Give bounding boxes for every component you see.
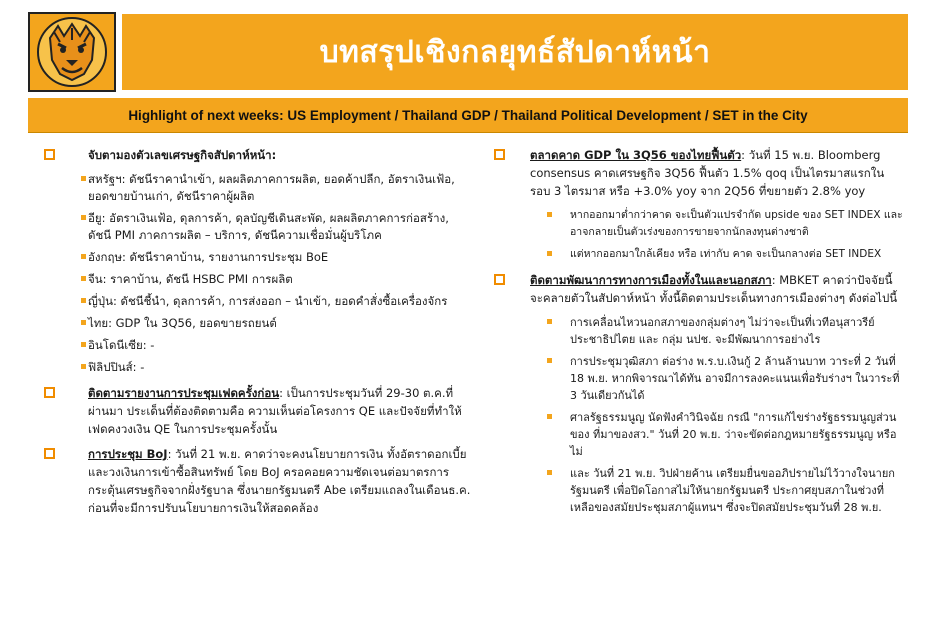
list-item-text: อียู: อัตราเงินเฟ้อ, ดุลการค้า, ดุลบัญชีเดินสะพัด, ผลผลิตภาคการก่อสร้าง, ดัชนี PMI ภาคการผลิต – บริการ, ดัชนีความเชื่อมั่นผู้บริโภค — [88, 211, 449, 242]
square-bullet-icon — [547, 251, 552, 256]
list-item — [492, 409, 904, 460]
section-heading: จับตามองตัวเลขเศรษฐกิจสัปดาห์หน้า: — [88, 148, 277, 162]
list-item — [40, 337, 472, 354]
section-heading: ติดตามพัฒนาการทางการเมืองทั้งในและนอกสภา — [530, 273, 772, 287]
list-item-text: อินโดนีเซีย: - — [88, 338, 155, 352]
section-text: : MBKET คาดว่าปัจจัยนี้จะคลายตัวในสัปดาห์หน้า ทั้งนี้ติดตามประเด็นทางการเมืองต่างๆ ดังต่อไปนี้ — [530, 273, 898, 305]
section-text: : เป็นการประชุมวันที่ 29-30 ต.ค.ที่ผ่านมา ประเด็นที่ต้องติดตามคือ ความเห็นต่อโครงการ QE และปัจจัยที่ทำให้เฟดคงวงเงิน QE ในการประชุมครั้งนั้น — [88, 386, 462, 436]
highlight-banner — [28, 98, 908, 133]
tiger-head-logo — [36, 16, 108, 88]
section-politics — [492, 271, 904, 307]
list-item — [40, 249, 472, 266]
list-item — [40, 171, 472, 205]
checkbox-bullet-icon — [44, 149, 55, 160]
section-fed-minutes — [40, 384, 472, 438]
list-item — [492, 465, 904, 516]
list-item-text: อังกฤษ: ดัชนีราคาบ้าน, รายงานการประชุม BoE — [88, 250, 329, 264]
square-bullet-icon — [81, 215, 86, 220]
section-boj-meeting — [40, 445, 472, 517]
list-item-text: ไทย: GDP ใน 3Q56, ยอดขายรถยนต์ — [88, 316, 277, 330]
square-bullet-icon — [81, 176, 86, 181]
square-bullet-icon — [81, 254, 86, 259]
list-item-text: ฟิลิปปินส์: - — [88, 360, 145, 374]
list-item — [492, 353, 904, 404]
list-item — [40, 271, 472, 288]
list-item — [492, 207, 904, 241]
checkbox-bullet-icon — [494, 274, 505, 285]
list-item — [492, 314, 904, 348]
right-column — [492, 146, 904, 521]
list-item-text: การเคลื่อนไหวนอกสภาของกลุ่มต่างๆ ไม่ว่าจะเป็นที่เวทีอนุสาวรีย์ประชาธิปไตย และ กลุ่ม นปช. จะมีพัฒนาการอย่างไร — [570, 316, 875, 346]
list-item-text: จีน: ราคาบ้าน, ดัชนี HSBC PMI การผลิต — [88, 272, 293, 286]
square-bullet-icon — [547, 319, 552, 324]
section-heading: การประชุม BoJ — [88, 447, 168, 461]
list-item — [492, 246, 904, 263]
list-item — [40, 293, 472, 310]
section-economic-data — [40, 146, 472, 164]
list-item-text: ศาลรัฐธรรมนูญ นัดฟังคำวินิจฉัย กรณี "การแก้ไขร่างรัฐธรรมนูญส่วนของ ที่มาของสว." วันที่ 20 พ.ย. ว่าจะขัดต่อกฎหมายรัฐธรรมนูญ หรือไม่ — [570, 411, 897, 458]
list-item-text: ญี่ปุ่น: ดัชนีชี้นำ, ดุลการค้า, การส่งออก – นำเข้า, ยอดคำสั่งซื้อเครื่องจักร — [88, 294, 448, 308]
checkbox-bullet-icon — [44, 448, 55, 459]
square-bullet-icon — [81, 298, 86, 303]
list-item — [40, 315, 472, 332]
highlight-text: Highlight of next weeks: US Employment / Thailand GDP / Thailand Political Development / SET in the City — [128, 107, 808, 123]
list-item — [40, 359, 472, 376]
section-heading: ติดตามรายงานการประชุมเฟดครั้งก่อน — [88, 386, 280, 400]
square-bullet-icon — [547, 414, 552, 419]
section-thai-gdp — [492, 146, 904, 200]
square-bullet-icon — [547, 212, 552, 217]
square-bullet-icon — [81, 364, 86, 369]
list-item-text: การประชุมวุฒิสภา ต่อร่าง พ.ร.บ.เงินกู้ 2 ล้านล้านบาท วาระที่ 2 วันที่ 18 พ.ย. หากพิจารณาได้ทัน อาจมีการลงคะแนนเพื่อรับร่างฯ ในวาระที่ 3 วันเดียวกันได้ — [570, 355, 900, 402]
section-heading: ตลาดคาด GDP ใน 3Q56 ของไทยฟื้นตัว — [530, 148, 742, 162]
checkbox-bullet-icon — [44, 387, 55, 398]
square-bullet-icon — [81, 342, 86, 347]
checkbox-bullet-icon — [494, 149, 505, 160]
square-bullet-icon — [81, 276, 86, 281]
page-title: บทสรุปเชิงกลยุทธ์สัปดาห์หน้า — [319, 34, 711, 70]
company-logo — [28, 12, 116, 92]
section-text: : วันที่ 21 พ.ย. คาดว่าจะคงนโยบายการเงิน ทั้งอัตราดอกเบี้ย และวงเงินการเข้าซื้อสินทรัพย์ โดย BoJ ครอคอยความชัดเจนต่อมาตรการกระตุ้นเศรษฐกิจจากฝั่งรัฐบาล ซึ่งนายกรัฐมนตรี Abe เตรียมแถลงในเดือนธ.ค. ก่อนที่จะมีการปรับนโยบายการเงินให้สอดคล้อง — [88, 447, 471, 515]
list-item-text: สหรัฐฯ: ดัชนีราคานำเข้า, ผลผลิตภาคการผลิต, ยอดค้าปลีก, อัตราเงินเฟ้อ, ยอดขายบ้านเก่า, ดัชนีราคาผู้ผลิต — [88, 172, 455, 203]
square-bullet-icon — [547, 470, 552, 475]
square-bullet-icon — [81, 320, 86, 325]
square-bullet-icon — [547, 358, 552, 363]
title-banner — [122, 14, 908, 90]
list-item — [40, 210, 472, 244]
left-column — [40, 146, 472, 524]
list-item-text: แต่หากออกมาใกล้เคียง หรือ เท่ากับ คาด จะเป็นกลางต่อ SET INDEX — [570, 248, 882, 260]
list-item-text: หากออกมาต่ำกว่าคาด จะเป็นตัวแปรจำกัด upside ของ SET INDEX และอาจกลายเป็นตัวเร่งของการขายจากนักลงทุนต่างชาติ — [570, 209, 903, 238]
list-item-text: และ วันที่ 21 พ.ย. วิปฝ่ายค้าน เตรียมยื่นขออภิปรายไม่ไว้วางใจนายกรัฐมนตรี เพื่อปิดโอกาสไม่ให้นายกรัฐมนตรี ประกาศยุบสภาในช่วงที่เหลือของสมัยประชุมสภาผู้แทนฯ ซึ่งจะปิดสมัยประชุมวันที่ 28 พ.ย. — [570, 467, 895, 514]
section-text: : วันที่ 15 พ.ย. Bloomberg consensus คาดเศรษฐกิจ 3Q56 ฟื้นตัว 1.5% qoq เป็นไตรมาสแรกในรอบ 3 ไตรมาส หรือ +3.0% yoy จาก 2Q56 ที่ขยายตัว 2.8% yoy — [530, 148, 885, 198]
